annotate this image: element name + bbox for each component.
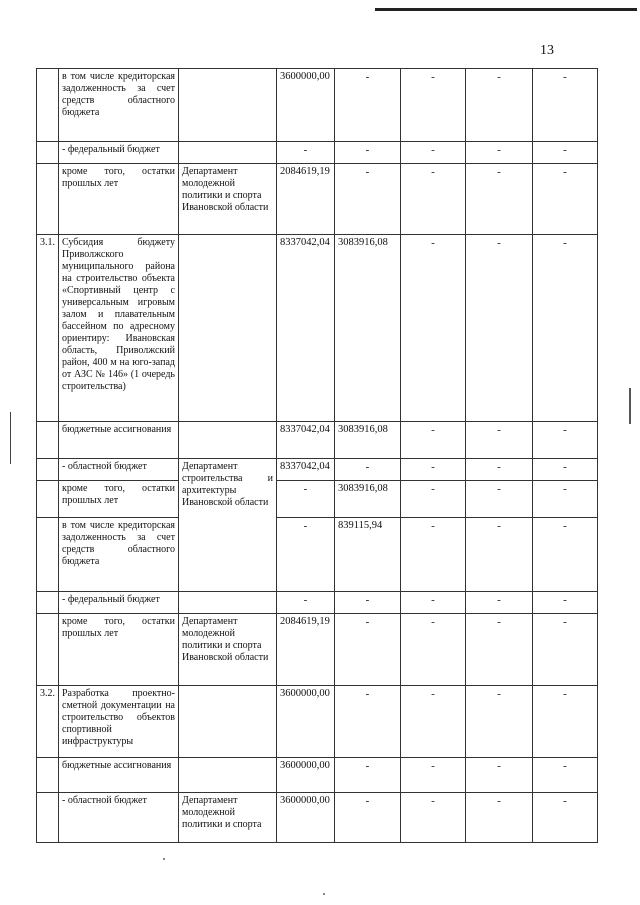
row-value-1: 2084619,19: [277, 164, 335, 235]
row-value-5: -: [533, 758, 598, 793]
row-value-5: -: [533, 793, 598, 843]
row-value-2: -: [335, 793, 401, 843]
row-name: в том числе кредиторская задолженность за счет средств областного бюджета: [59, 69, 179, 142]
table-row: [37, 793, 598, 843]
row-value-4: -: [466, 518, 533, 592]
row-value-4: -: [466, 164, 533, 235]
row-value-2: 3083916,08: [335, 422, 401, 459]
row-value-3: -: [401, 142, 466, 164]
row-value-4: -: [466, 614, 533, 686]
scan-mark-left: [10, 412, 11, 464]
row-index: [37, 164, 59, 235]
row-department: [179, 235, 277, 422]
row-department: [179, 686, 277, 758]
table-row: [37, 142, 598, 164]
budget-table: [36, 68, 598, 843]
row-value-5: -: [533, 142, 598, 164]
row-department: Департамент молодежной политики и спорта: [179, 793, 277, 843]
row-index: [37, 614, 59, 686]
row-value-2: -: [335, 142, 401, 164]
row-value-3: -: [401, 164, 466, 235]
row-value-5: -: [533, 235, 598, 422]
row-value-1: -: [277, 142, 335, 164]
row-value-5: -: [533, 459, 598, 481]
row-value-4: -: [466, 793, 533, 843]
row-value-3: -: [401, 686, 466, 758]
table-row: [37, 614, 598, 686]
row-index: 3.1.: [37, 235, 59, 422]
row-value-5: -: [533, 592, 598, 614]
row-value-5: -: [533, 614, 598, 686]
row-name: бюджетные ассигнования: [59, 758, 179, 793]
row-index: [37, 142, 59, 164]
row-value-1: 3600000,00: [277, 69, 335, 142]
row-value-2: 839115,94: [335, 518, 401, 592]
row-department: [179, 142, 277, 164]
row-value-2: -: [335, 614, 401, 686]
row-name: - областной бюджет: [59, 793, 179, 843]
row-index: [37, 758, 59, 793]
row-value-5: -: [533, 481, 598, 518]
row-value-1: -: [277, 518, 335, 592]
scan-speck: [163, 858, 165, 860]
row-index: [37, 459, 59, 481]
row-value-5: -: [533, 686, 598, 758]
row-value-3: -: [401, 614, 466, 686]
row-value-3: -: [401, 69, 466, 142]
row-value-3: -: [401, 758, 466, 793]
page-number: 13: [540, 43, 554, 58]
row-name: - областной бюджет: [59, 459, 179, 481]
row-index: [37, 592, 59, 614]
row-index: 3.2.: [37, 686, 59, 758]
row-department: [179, 69, 277, 142]
table-row: [37, 459, 598, 481]
row-value-4: -: [466, 686, 533, 758]
row-name: кроме того, остатки прошлых лет: [59, 164, 179, 235]
row-department: Департамент молодежной политики и спорта Ивановской области: [179, 614, 277, 686]
row-value-1: 2084619,19: [277, 614, 335, 686]
row-value-3: -: [401, 235, 466, 422]
row-index: [37, 518, 59, 592]
row-value-1: 8337042,04: [277, 235, 335, 422]
row-value-4: -: [466, 459, 533, 481]
row-name: бюджетные ассигнования: [59, 422, 179, 459]
row-value-2: -: [335, 459, 401, 481]
row-value-3: -: [401, 459, 466, 481]
row-value-1: 3600000,00: [277, 686, 335, 758]
row-value-5: -: [533, 518, 598, 592]
row-value-3: -: [401, 592, 466, 614]
row-value-2: -: [335, 164, 401, 235]
row-value-1: 8337042,04: [277, 422, 335, 459]
row-name: Разработка проектно-сметной документации на строительство объектов спортивной инфраструктуры: [59, 686, 179, 758]
row-department: [179, 758, 277, 793]
row-name: Субсидия бюджету Приволжского муниципального района на строительство объекта «Спортивный центр с универсальным игровым залом и плавательным бассейном по адресному ориентиру: Ивановская область, Приволжский район, 400 м на юго-запад от АЗС № 146» (1 очередь строительства): [59, 235, 179, 422]
table-row: [37, 686, 598, 758]
row-value-4: -: [466, 142, 533, 164]
row-name: в том числе кредиторская задолженность за счет средств областного бюджета: [59, 518, 179, 592]
row-index: [37, 481, 59, 518]
table-row: [37, 164, 598, 235]
row-value-3: -: [401, 422, 466, 459]
row-department: [179, 592, 277, 614]
row-name: - федеральный бюджет: [59, 592, 179, 614]
row-value-3: -: [401, 481, 466, 518]
row-value-2: -: [335, 592, 401, 614]
row-value-5: -: [533, 69, 598, 142]
row-value-5: -: [533, 164, 598, 235]
table-row: [37, 758, 598, 793]
row-value-2: 3083916,08: [335, 235, 401, 422]
row-value-4: -: [466, 422, 533, 459]
scan-mark-right: [629, 388, 631, 424]
table-row: [37, 235, 598, 422]
table-row: [37, 518, 598, 592]
row-value-1: -: [277, 592, 335, 614]
table-row: [37, 422, 598, 459]
row-value-4: -: [466, 758, 533, 793]
scan-speck: [323, 893, 325, 895]
table-row: [37, 69, 598, 142]
row-department: [179, 422, 277, 459]
row-department: Департамент строительства и архитектуры Ивановской области: [179, 459, 277, 592]
row-value-1: 3600000,00: [277, 793, 335, 843]
row-index: [37, 793, 59, 843]
row-value-4: -: [466, 481, 533, 518]
header-rule: [375, 8, 637, 11]
row-value-2: -: [335, 686, 401, 758]
row-name: кроме того, остатки прошлых лет: [59, 481, 179, 518]
row-value-2: 3083916,08: [335, 481, 401, 518]
table-row: [37, 481, 598, 518]
row-value-5: -: [533, 422, 598, 459]
row-value-2: -: [335, 69, 401, 142]
row-value-3: -: [401, 793, 466, 843]
row-value-1: 3600000,00: [277, 758, 335, 793]
row-value-1: 8337042,04: [277, 459, 335, 481]
row-value-2: -: [335, 758, 401, 793]
row-value-4: -: [466, 235, 533, 422]
row-department: Департамент молодежной политики и спорта Ивановской области: [179, 164, 277, 235]
table-row: [37, 592, 598, 614]
row-index: [37, 422, 59, 459]
row-value-4: -: [466, 592, 533, 614]
row-value-4: -: [466, 69, 533, 142]
row-value-3: -: [401, 518, 466, 592]
row-index: [37, 69, 59, 142]
row-value-1: -: [277, 481, 335, 518]
row-name: кроме того, остатки прошлых лет: [59, 614, 179, 686]
row-name: - федеральный бюджет: [59, 142, 179, 164]
